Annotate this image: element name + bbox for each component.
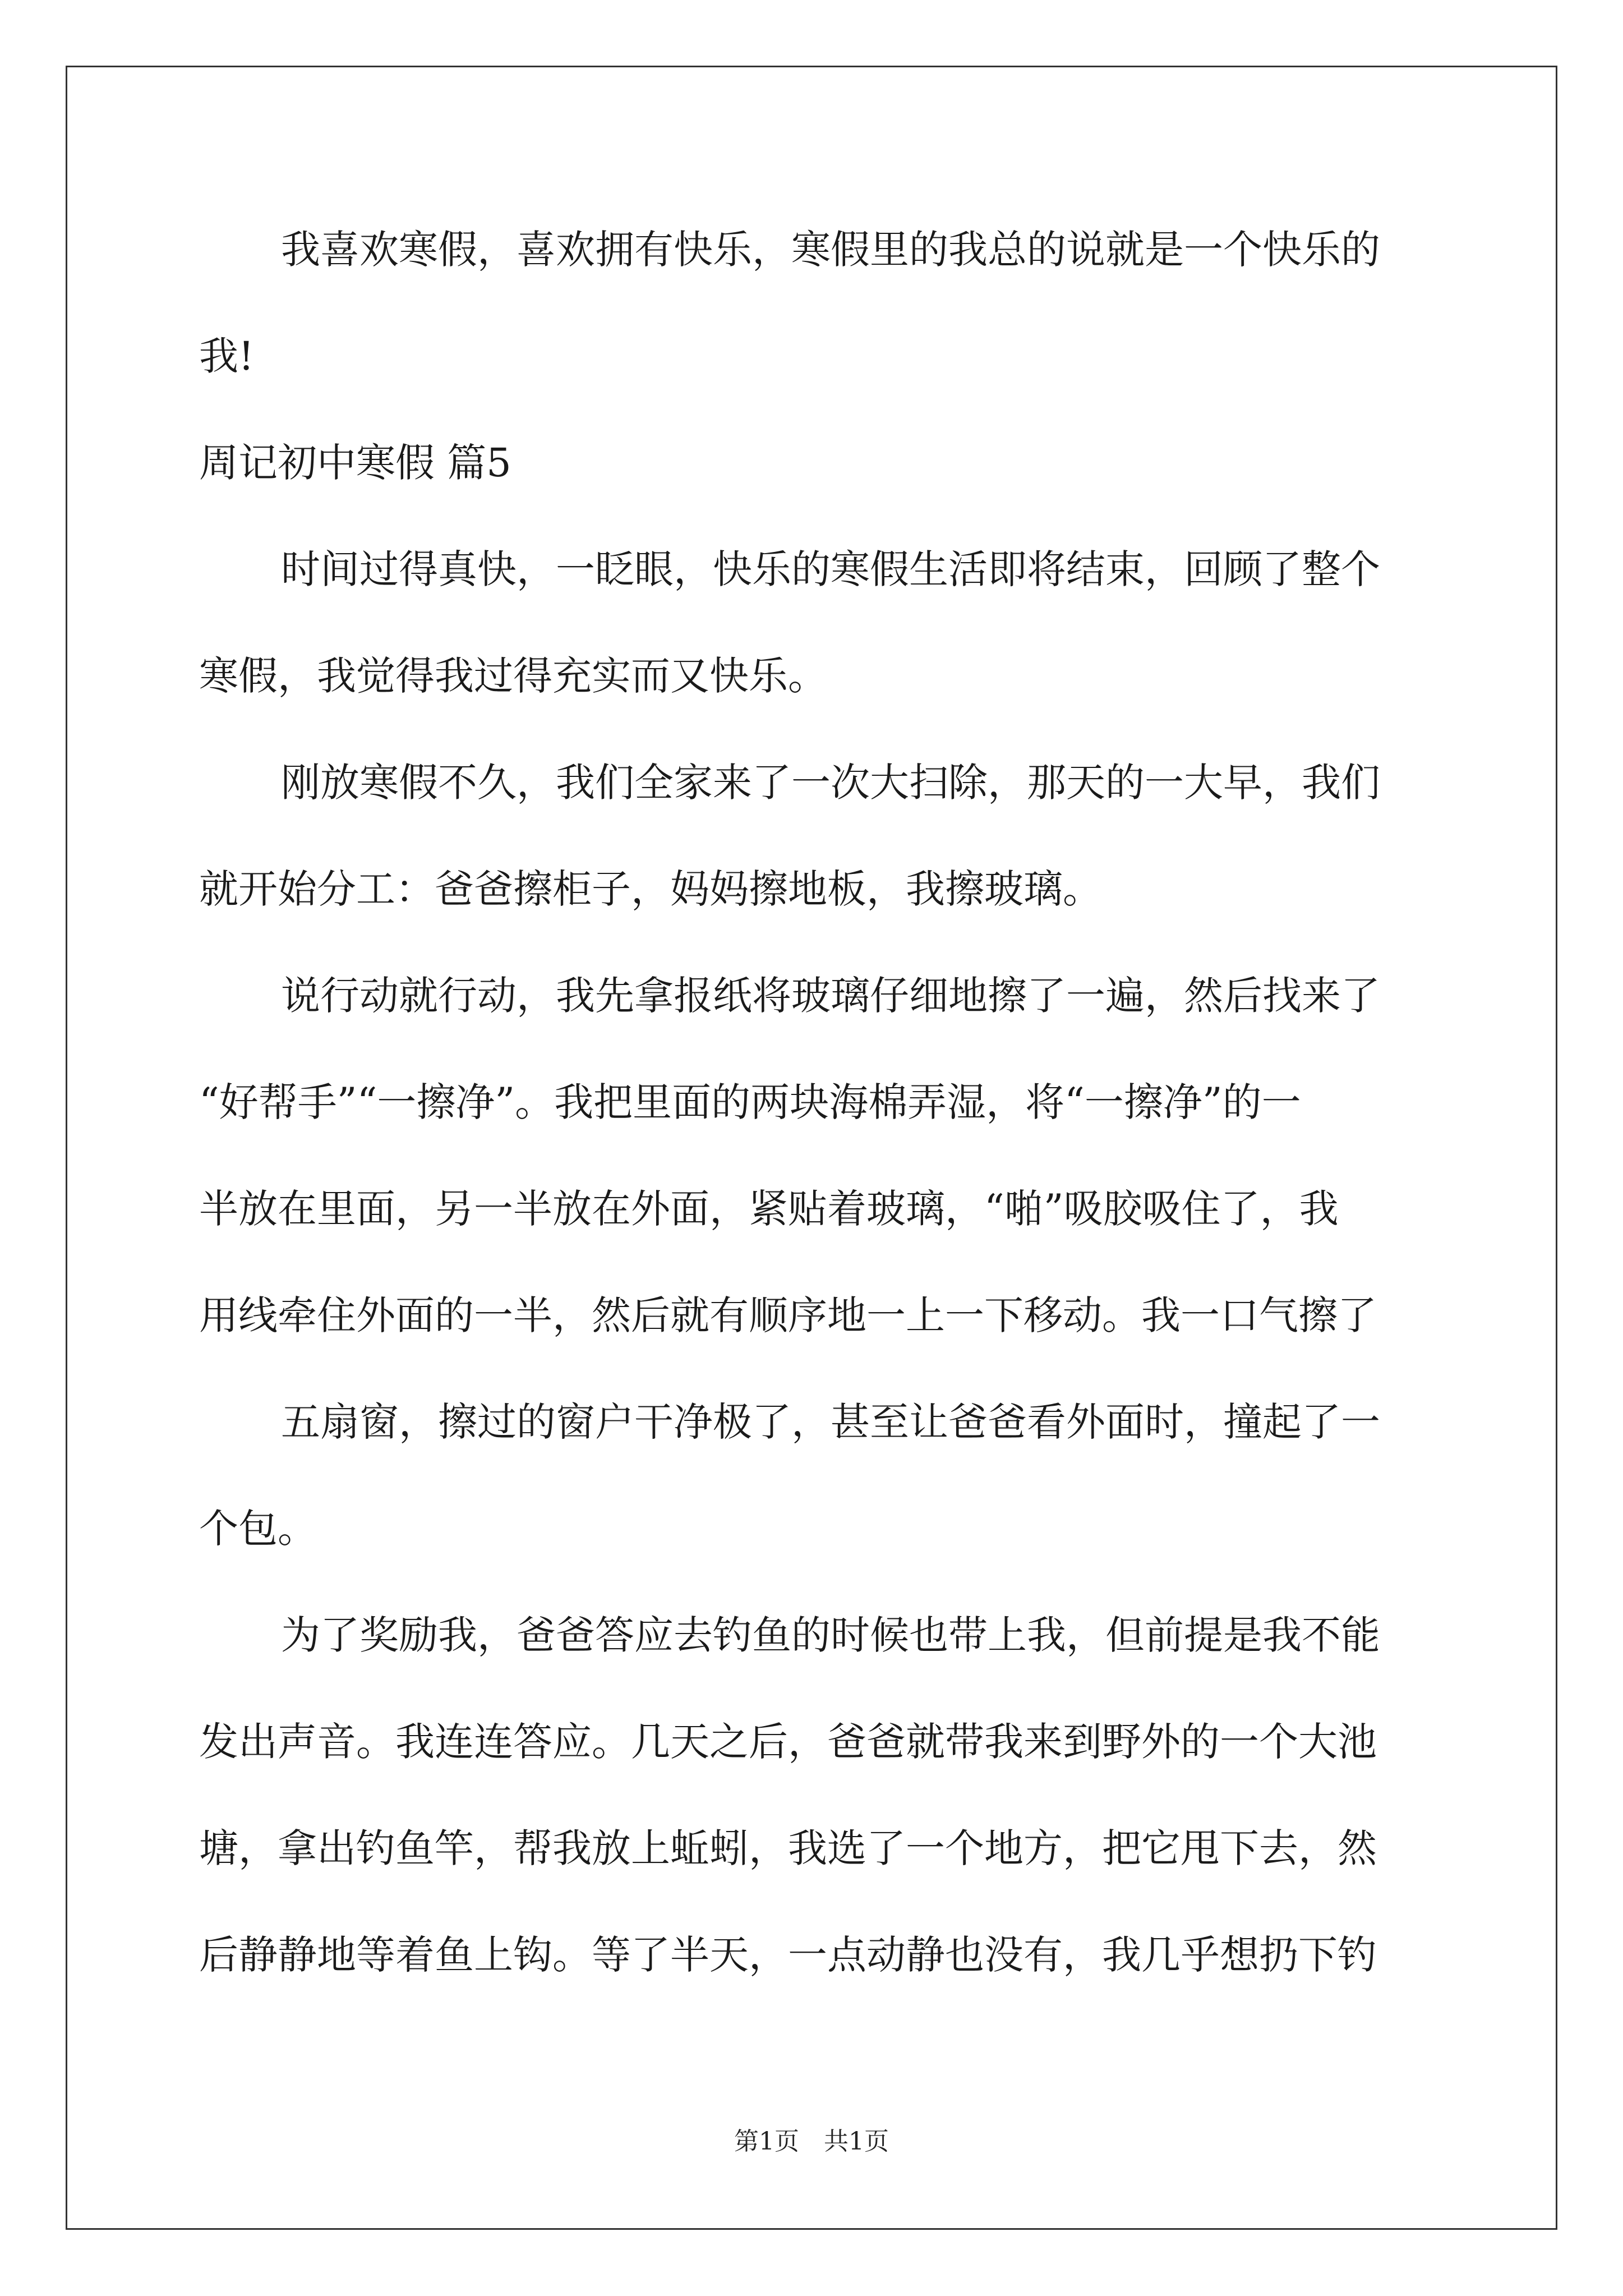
page-footer: 第1页 共1页 (734, 2127, 889, 2156)
paragraph-line: 说行动就行动，我先拿报纸将玻璃仔细地擦了一遍，然后找来了 (281, 973, 1380, 1019)
paragraph-line: 后静静地等着鱼上钩。等了半天，一点动静也没有，我几乎想扔下钓 (199, 1932, 1377, 1978)
paragraph-line: 时间过得真快，一眨眼，快乐的寒假生活即将结束，回顾了整个 (281, 546, 1380, 592)
paragraph-line: 发出声音。我连连答应。几天之后，爸爸就带我来到野外的一个大池 (199, 1719, 1377, 1765)
paragraph-line: 刚放寒假不久，我们全家来了一次大扫除，那天的一大早，我们 (281, 760, 1380, 806)
paragraph-line: “好帮手”“一擦净”。我把里面的两块海棉弄湿，将“一擦净”的一 (199, 1079, 1301, 1125)
paragraph-line: 个包。 (199, 1506, 317, 1552)
paragraph-line: 塘，拿出钓鱼竿，帮我放上蚯蚓，我选了一个地方，把它甩下去，然 (199, 1825, 1377, 1871)
paragraph-line: 为了奖励我，爸爸答应去钓鱼的时候也带上我，但前提是我不能 (281, 1612, 1380, 1658)
paragraph-line: 用线牵住外面的一半，然后就有顺序地一上一下移动。我一口气擦了 (199, 1292, 1377, 1338)
paragraph-line: 五扇窗，擦过的窗户干净极了，甚至让爸爸看外面时，撞起了一 (281, 1399, 1380, 1445)
paragraph-line: 就开始分工：爸爸擦柜子，妈妈擦地板，我擦玻璃。 (199, 866, 1102, 912)
paragraph-line: 半放在里面，另一半放在外面，紧贴着玻璃，“啪”吸胶吸住了，我 (199, 1186, 1339, 1232)
section-heading: 周记初中寒假 篇5 (199, 440, 511, 486)
page-border (66, 66, 1557, 2230)
paragraph-line: 寒假，我觉得我过得充实而又快乐。 (199, 653, 827, 699)
paragraph-line: 我喜欢寒假，喜欢拥有快乐，寒假里的我总的说就是一个快乐的 (281, 227, 1380, 273)
paragraph-line: 我! (199, 333, 255, 379)
